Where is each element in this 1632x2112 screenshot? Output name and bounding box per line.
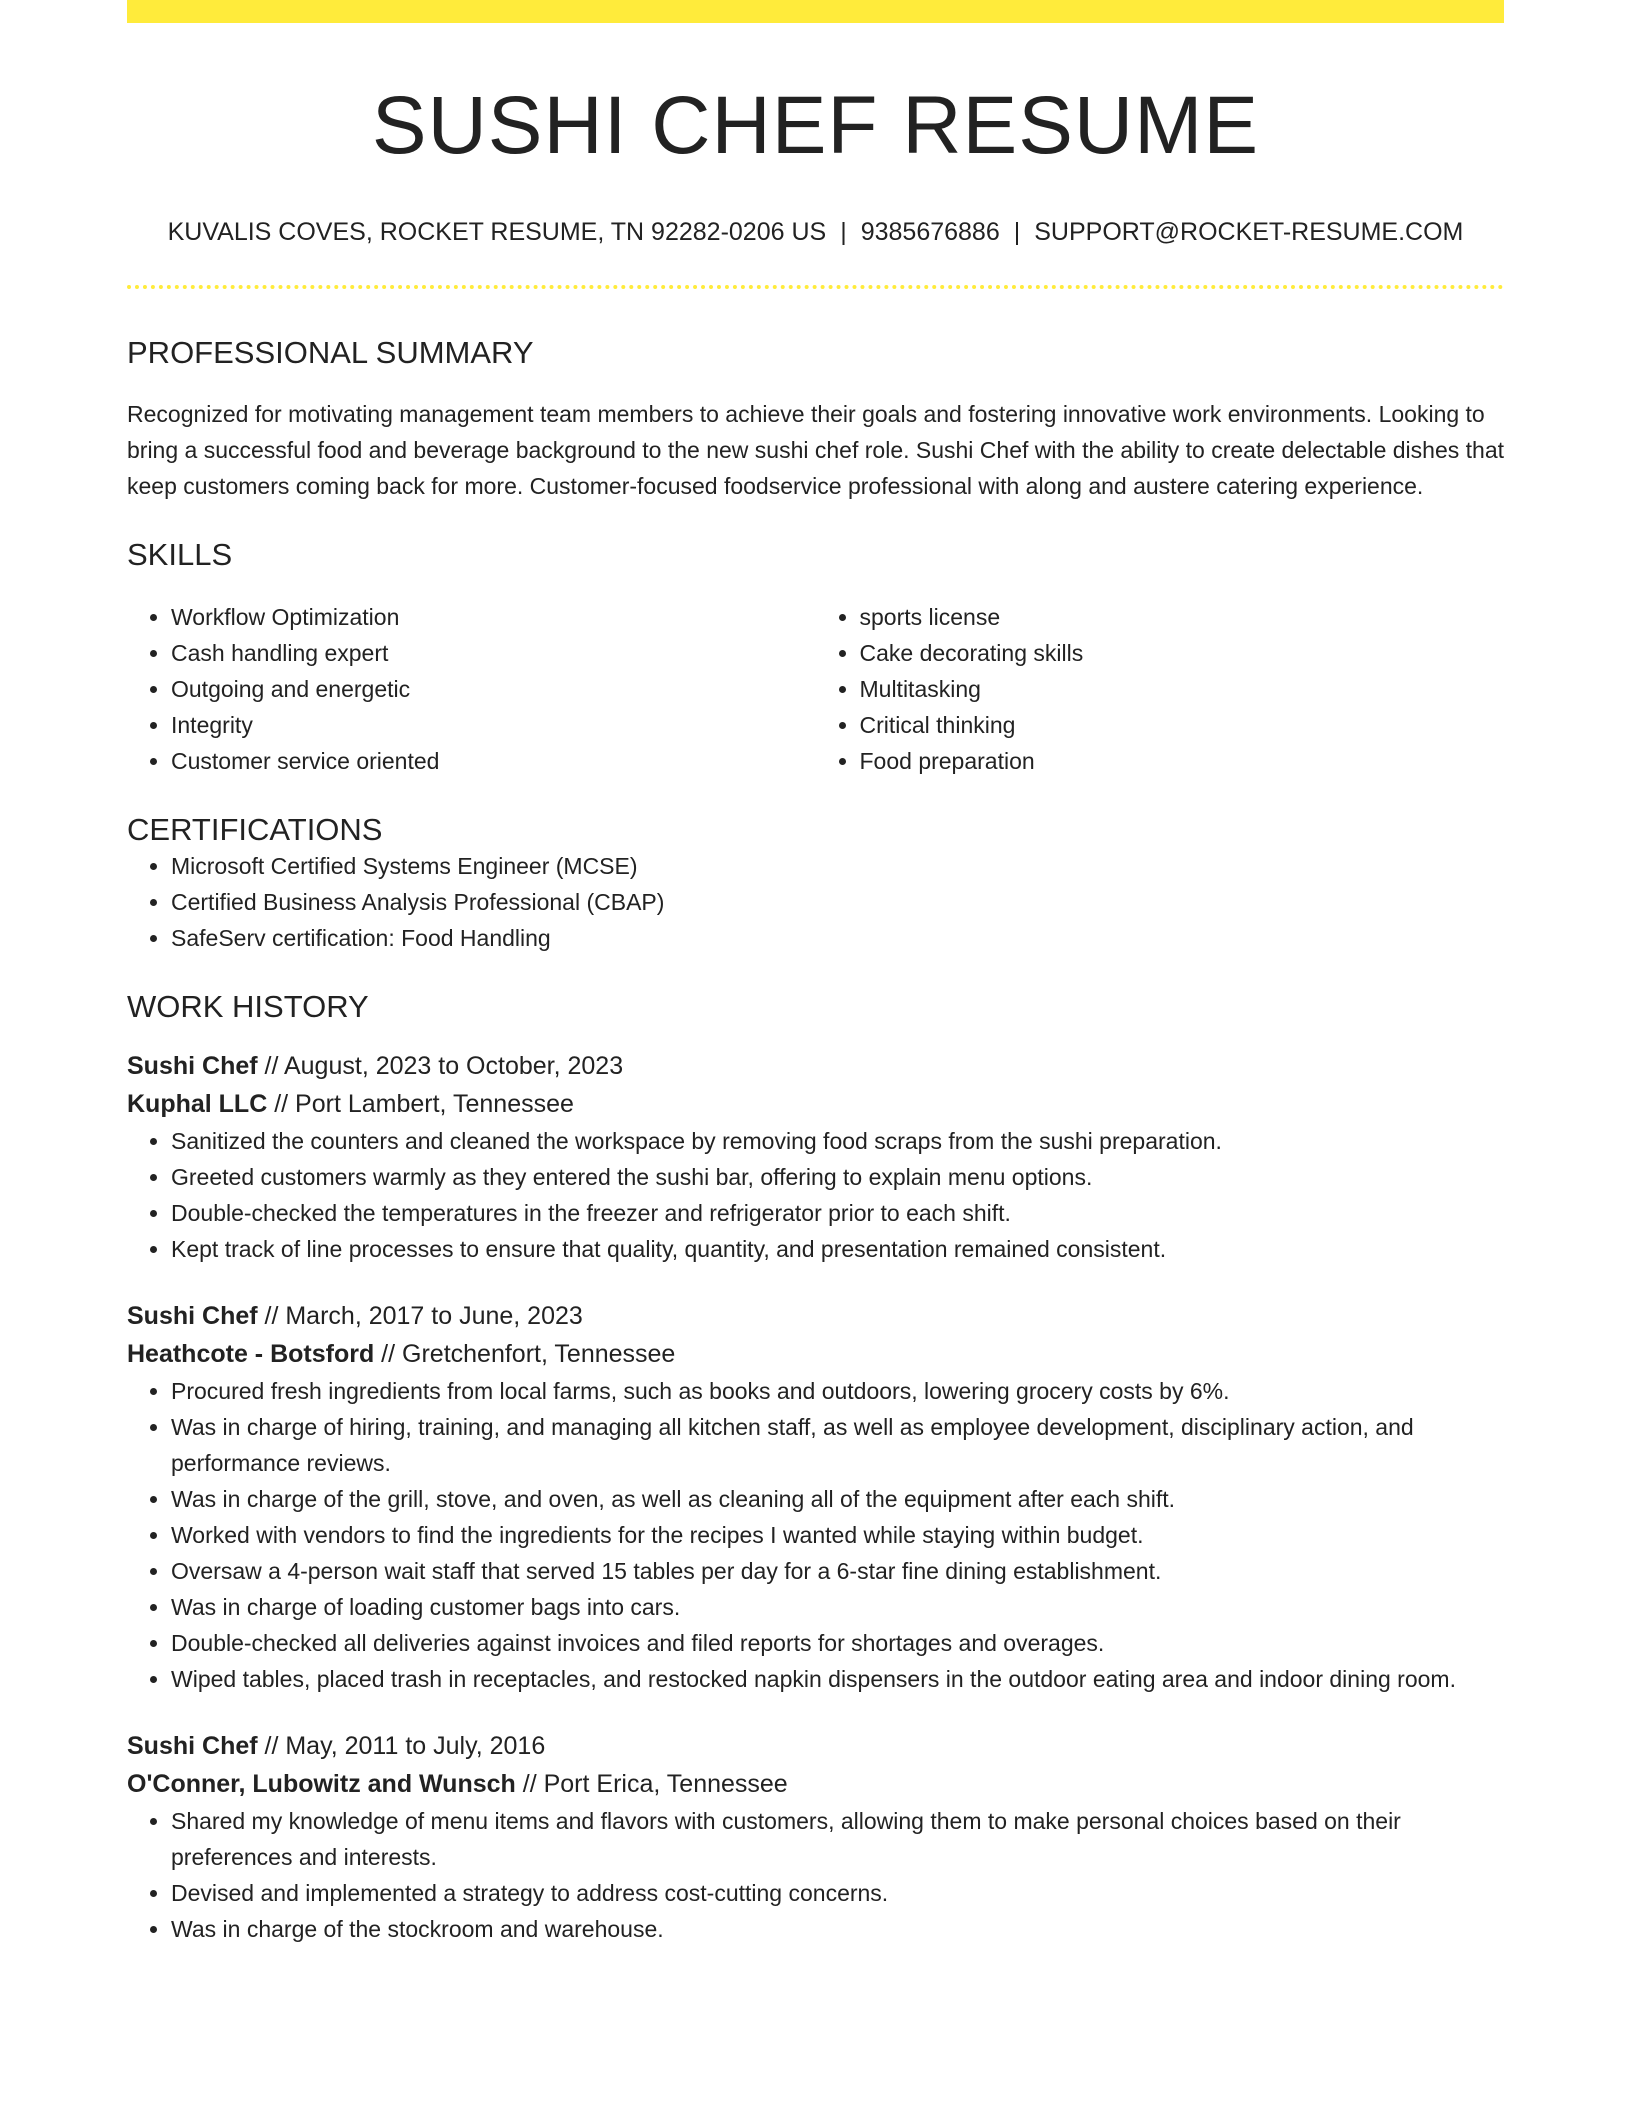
job-duty: • Sanitized the counters and cleaned the workspace by removing food scraps from the sushi preparation. [171,1123,1504,1159]
certification-item: • Certified Business Analysis Professional (CBAP) [171,884,1504,920]
skill-item: • Food preparation [860,743,1505,779]
skill-item: • Integrity [171,707,816,743]
job-company: Heathcote - Botsford [127,1339,375,1368]
job-dates: // March, 2017 to June, 2023 [257,1301,583,1330]
skills-left-list [127,599,816,779]
job-title-line [127,1727,1504,1765]
job-company: O'Conner, Lubowitz and Wunsch [127,1769,516,1798]
skill-item: • Outgoing and energetic [171,671,816,707]
job-duty: • Greeted customers warmly as they entered the sushi bar, offering to explain menu options. [171,1159,1504,1195]
job-duty: • Oversaw a 4-person wait staff that served 15 tables per day for a 6-star fine dining establishment. [171,1553,1504,1589]
certification-item: • SafeServ certification: Food Handling [171,920,1504,956]
job-entry [127,1297,1504,1697]
job-title-line [127,1047,1504,1085]
skill-item: • Multitasking [860,671,1505,707]
job-duty: • Worked with vendors to find the ingredients for the recipes I wanted while staying within budget. [171,1517,1504,1553]
job-title: Sushi Chef [127,1301,258,1330]
phone: 9385676886 [860,218,1000,247]
job-duty: • Shared my knowledge of menu items and flavors with customers, allowing them to make personal choices based on their preferences and interests. [171,1803,1504,1875]
dotted-divider [127,285,1504,289]
job-duty: • Wiped tables, placed trash in receptacles, and restocked napkin dispensers in the outdoor eating area and indoor dining room. [171,1661,1504,1697]
skills-right-list [816,599,1505,779]
summary-heading: PROFESSIONAL SUMMARY [127,335,534,371]
job-duty: • Was in charge of the stockroom and warehouse. [171,1911,1504,1947]
job-duty: • Double-checked the temperatures in the freezer and refrigerator prior to each shift. [171,1195,1504,1231]
skills-columns [127,599,1504,779]
job-company-line [127,1335,1504,1373]
summary-text: Recognized for motivating management team members to achieve their goals and fostering innovative work environments. Looking to bring a successful food and beverage background to the new sushi chef role. Sushi Chef with the ability to create delectable dishes that keep customers coming back for more. Customer-focused foodservice professional with along and austere catering experience. [127,401,1505,500]
job-entry [127,1047,1504,1267]
job-location: // Gretchenfort, Tennessee [374,1339,676,1368]
skill-item: • Cash handling expert [171,635,816,671]
address: KUVALIS COVES, ROCKET RESUME, TN 92282-0206 US [167,218,827,247]
certifications-heading: CERTIFICATIONS [127,811,383,847]
job-duties-list [127,1123,1504,1267]
job-company-line [127,1765,1504,1803]
job-dates: // August, 2023 to October, 2023 [257,1051,624,1080]
separator: | [1013,218,1021,247]
job-duties-list [127,1373,1504,1697]
job-duty: • Devised and implemented a strategy to address cost-cutting concerns. [171,1875,1504,1911]
certifications-list [127,848,1504,956]
skill-item: • Customer service oriented [171,743,816,779]
separator: | [840,218,847,247]
job-duty: • Was in charge of loading customer bags into cars. [171,1589,1504,1625]
job-title-line [127,1297,1504,1335]
job-dates: // May, 2011 to July, 2016 [257,1731,546,1760]
job-duty: • Was in charge of hiring, training, and managing all kitchen staff, as well as employee development, disciplinary action, and performance reviews. [171,1409,1504,1481]
skills-heading: SKILLS [127,537,233,573]
job-location: // Port Erica, Tennessee [515,1769,788,1798]
skill-item: • Critical thinking [860,707,1505,743]
contact-line [127,217,1504,247]
work-history-heading: WORK HISTORY [127,988,369,1024]
job-company: Kuphal LLC [127,1089,268,1118]
job-company-line [127,1085,1504,1123]
job-duty: • Double-checked all deliveries against invoices and filed reports for shortages and overages. [171,1625,1504,1661]
job-entry [127,1727,1504,1947]
job-duties-list [127,1803,1504,1947]
job-location: // Port Lambert, Tennessee [267,1089,574,1118]
skill-item: • Workflow Optimization [171,599,816,635]
job-title: Sushi Chef [127,1051,258,1080]
job-title: Sushi Chef [127,1731,258,1760]
email: SUPPORT@ROCKET-RESUME.COM [1034,218,1464,247]
certification-item: • Microsoft Certified Systems Engineer (MCSE) [171,848,1504,884]
job-duty: • Procured fresh ingredients from local farms, such as books and outdoors, lowering grocery costs by 6%. [171,1373,1504,1409]
page-title: SUSHI CHEF RESUME [371,80,1260,171]
resume-page [127,0,1504,1947]
job-duty: • Was in charge of the grill, stove, and oven, as well as cleaning all of the equipment after each shift. [171,1481,1504,1517]
skill-item: • Cake decorating skills [860,635,1505,671]
accent-bar [127,0,1504,23]
skill-item: • sports license [860,599,1505,635]
job-duty: • Kept track of line processes to ensure that quality, quantity, and presentation remained consistent. [171,1231,1504,1267]
